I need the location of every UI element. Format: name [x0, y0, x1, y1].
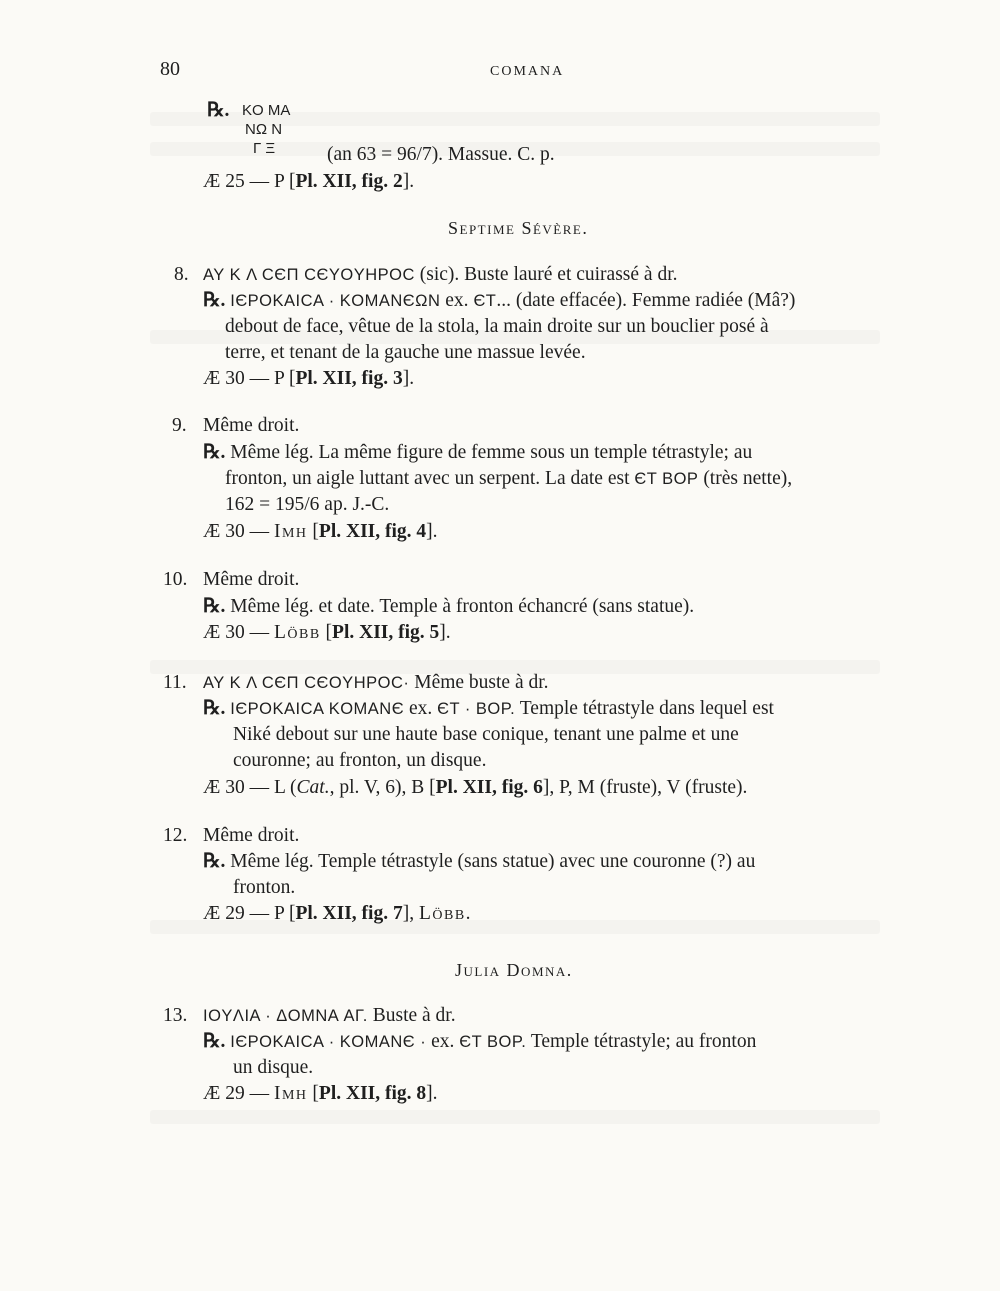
reverse-line	[203, 1029, 756, 1055]
reverse-description: Même lég. Temple tétrastyle (sans statue) avec une couronne (?) au	[230, 851, 756, 872]
date-legend: ЄT	[473, 292, 497, 310]
metadata-line	[203, 1081, 438, 1106]
metadata-text: [	[307, 521, 319, 542]
metadata-suffix: ].	[426, 1083, 438, 1104]
description-line: fronton.	[233, 877, 296, 898]
collection-name: Imh	[273, 1083, 308, 1104]
legend-stack-row: NΩ N	[245, 121, 283, 138]
obverse-description: Même droit.	[203, 415, 300, 436]
metadata-line	[203, 775, 747, 800]
description-text: (très nette),	[698, 468, 793, 489]
reverse-mark: ℞.	[203, 698, 226, 719]
description-line	[225, 466, 792, 492]
plate-reference: Pl. XII, fig. 4	[318, 521, 427, 542]
obverse-legend: AY K Λ CЄП CЄYOYHPOC	[203, 266, 415, 284]
plate-reference: Pl. XII, fig. 7	[295, 903, 403, 924]
metadata-prefix: Æ 30 — P [	[203, 368, 296, 389]
obverse-description: (sic). Buste lauré et cuirassé à dr.	[419, 264, 678, 285]
reverse-line	[203, 594, 694, 619]
plate-reference: Pl. XII, fig. 6	[435, 777, 543, 798]
reverse-mark: ℞.	[203, 290, 226, 311]
description-text: fronton, un aigle luttant avec un serpent. La date est	[225, 468, 635, 489]
entry-number: 12.	[163, 825, 188, 846]
description-line: un disque.	[233, 1057, 314, 1078]
reverse-legend: IЄPOKAICA KOMANЄ	[230, 700, 405, 718]
reverse-line	[203, 288, 795, 314]
entry-number: 13.	[163, 1005, 188, 1026]
metadata-prefix: Æ 30 —	[203, 521, 274, 542]
reverse-mark: ℞.	[203, 442, 226, 463]
reverse-legend: IЄPOKAICA · KOMANЄΩN	[230, 292, 441, 310]
metadata-text: ],	[402, 903, 419, 924]
reverse-description: Même lég. La même figure de femme sous un temple tétrastyle; au	[230, 442, 753, 463]
obverse-line	[203, 1003, 456, 1029]
plate-reference: Pl. XII, fig. 3	[295, 368, 403, 389]
reverse-mark: ℞.	[203, 1031, 226, 1052]
bleed-through	[150, 1110, 880, 1124]
reverse-description: ... (date effacée). Femme radiée (Mâ?)	[496, 290, 796, 311]
entry-number: 8.	[174, 264, 189, 285]
collection-name: Löbb	[273, 622, 321, 643]
metadata-prefix: Æ 30 — L (	[203, 777, 297, 798]
description-text: (an 63 = 96/7). Massue. C. p.	[327, 144, 555, 165]
reverse-mark: ℞.	[207, 100, 230, 121]
description-line: Niké debout sur une haute base conique, tenant une palme et une	[233, 724, 739, 745]
obverse-description: Même buste à dr.	[409, 672, 549, 693]
reverse-legend: IЄPOKAICA · KOMANЄ ·	[230, 1033, 427, 1051]
metadata-text: [	[320, 622, 333, 643]
section-heading: Septime Sévère.	[448, 218, 589, 238]
metadata-line	[203, 620, 451, 645]
reverse-mark: ℞.	[203, 851, 226, 872]
reverse-description: Même lég. et date. Temple à fronton échancré (sans statue).	[230, 596, 695, 617]
metadata-suffix: .	[465, 903, 471, 924]
date-legend: ЄT · BOP.	[437, 700, 516, 718]
obverse-line	[203, 262, 678, 288]
legend-stack-row: KO MA	[242, 102, 291, 119]
reverse-line	[203, 440, 752, 465]
running-title: COMANA	[490, 64, 565, 79]
metadata-suffix: ].	[402, 368, 415, 389]
obverse-description: Buste à dr.	[367, 1005, 456, 1026]
collection-name: Löbb	[418, 903, 466, 924]
obverse-legend: IOYΛIA · ΔOMNA ΑΓ.	[203, 1007, 368, 1025]
obverse-description: Même droit.	[203, 569, 300, 590]
metadata-prefix: Æ 29 —	[203, 1083, 274, 1104]
date-legend: ЄT BOP.	[459, 1033, 527, 1051]
reverse-line	[203, 696, 774, 722]
reverse-text: ex.	[404, 698, 438, 719]
entry-number: 10.	[163, 569, 188, 590]
plate-reference: Pl. XII, fig. 2	[295, 171, 403, 192]
description-line: 162 = 195/6 ap. J.-C.	[225, 494, 390, 515]
reverse-text: ex.	[445, 290, 469, 311]
legend-stack-row: Γ Ξ	[253, 140, 276, 157]
obverse-description: Même droit.	[203, 825, 300, 846]
entry-number: 9.	[172, 415, 187, 436]
catalog-reference: Cat.	[296, 777, 330, 798]
obverse-legend: AY K Λ CЄП CЄOYHPOC·	[203, 674, 410, 692]
section-heading: Julia Domna.	[455, 960, 573, 980]
description-line: terre, et tenant de la gauche une massue levée.	[225, 342, 586, 363]
description-line: couronne; au fronton, un disque.	[233, 750, 487, 771]
metadata-line	[203, 901, 471, 926]
description-line: debout de face, vêtue de la stola, la main droite sur un bouclier posé à	[225, 316, 769, 337]
reverse-text: ex.	[426, 1031, 460, 1052]
metadata-suffix: ].	[439, 622, 451, 643]
metadata-prefix: Æ 29 — P [	[203, 903, 296, 924]
metadata-suffix: ].	[402, 171, 415, 192]
metadata-line	[203, 519, 438, 544]
metadata-line	[203, 366, 414, 391]
metadata-text: , pl. V, 6), B [	[329, 777, 436, 798]
entry-number: 11.	[163, 672, 187, 693]
reverse-description: Temple tétrastyle dans lequel est	[515, 698, 774, 719]
obverse-line	[203, 670, 549, 696]
metadata-text: [	[307, 1083, 319, 1104]
plate-reference: Pl. XII, fig. 5	[332, 622, 440, 643]
page-number: 80	[160, 58, 180, 80]
collection-name: Imh	[273, 521, 308, 542]
metadata-suffix: ].	[426, 521, 438, 542]
metadata-suffix: ], P, M (fruste), V (fruste).	[542, 777, 748, 798]
reverse-description: Temple tétrastyle; au fronton	[526, 1031, 757, 1052]
reverse-mark: ℞.	[203, 596, 226, 617]
plate-reference: Pl. XII, fig. 8	[318, 1083, 427, 1104]
metadata-prefix: Æ 30 —	[203, 622, 274, 643]
reverse-line	[203, 849, 755, 874]
date-legend: ЄT BOP	[634, 470, 699, 488]
metadata-line	[203, 169, 414, 194]
metadata-prefix: Æ 25 — P [	[203, 171, 296, 192]
